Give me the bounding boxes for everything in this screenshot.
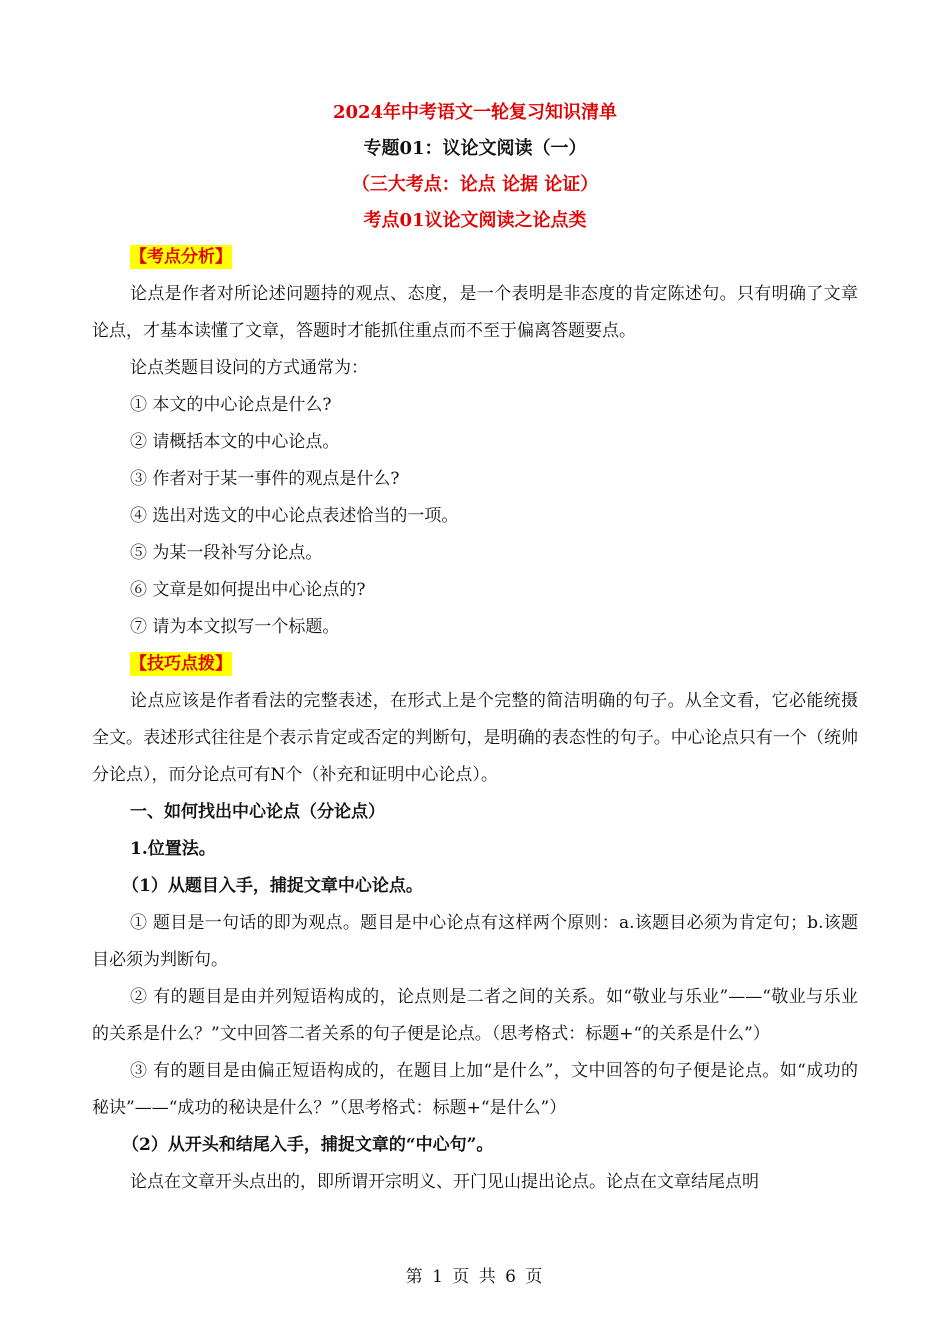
analysis-label: 【考点分析】 bbox=[130, 247, 232, 267]
question-item-2: ② 请概括本文的中心论点。 bbox=[130, 432, 340, 452]
kaodian-title: 考点01议论文阅读之论点类 bbox=[363, 210, 587, 231]
tips-paragraph-1: 论点应该是作者看法的完整表述，在形式上是个完整的简洁明确的句子。从全文看，它必能统摄全文。表述形式往往是个表示肯定或否定的判断句，是明确的表态性的句子。中心论点只有一个（统帅分论点），而分论点可有N个（补充和证明中心论点）。 bbox=[92, 691, 858, 785]
section-heading-1: 一、如何找出中心论点（分论点） bbox=[130, 802, 385, 822]
question-item-6: ⑥ 文章是如何提出中心论点的? bbox=[130, 580, 366, 600]
tips-paragraph-2: ① 题目是一句话的即为观点。题目是中心论点有这样两个原则：a.该题目必须为肯定句；b.该题目必须为判断句。 bbox=[92, 913, 858, 970]
question-item-1: ① 本文的中心论点是什么? bbox=[130, 395, 332, 415]
tips-label-row bbox=[92, 646, 858, 683]
tips-paragraph-3: ② 有的题目是由并列短语构成的，论点则是二者之间的关系。如“敬业与乐业”——“敬业与乐业的关系是什么？”文中回答二者关系的句子便是论点。（思考格式：标题+“的关系是什么”） bbox=[92, 987, 858, 1044]
analysis-paragraph-2: 论点类题目设问的方式通常为： bbox=[130, 358, 368, 378]
section-heading-3: （1）从题目入手，捕捉文章中心论点。 bbox=[122, 876, 423, 896]
tips-paragraph-5: 论点在文章开头点出的，即所谓开宗明义、开门见山提出论点。论点在文章结尾点明 bbox=[130, 1172, 759, 1192]
main-title: 2024年中考语文一轮复习知识清单 bbox=[332, 102, 618, 123]
question-item-3: ③ 作者对于某一事件的观点是什么? bbox=[130, 469, 400, 489]
section-heading-4: （2）从开头和结尾入手，捕捉文章的“中心句”。 bbox=[122, 1135, 494, 1155]
section-heading-2: 1.位置法。 bbox=[130, 839, 216, 859]
tips-paragraph-4: ③ 有的题目是由偏正短语构成的，在题目上加“是什么”，文中回答的句子便是论点。如“成功的秘诀”——“成功的秘诀是什么？”（思考格式：标题+“是什么”） bbox=[92, 1061, 858, 1118]
question-item-7: ⑦ 请为本文拟写一个标题。 bbox=[130, 617, 340, 637]
question-item-5: ⑤ 为某一段补写分论点。 bbox=[130, 543, 323, 563]
tips-label: 【技巧点拨】 bbox=[130, 654, 232, 674]
analysis-label-row bbox=[92, 239, 858, 276]
page-footer: 第 1 页 共 6 页 bbox=[405, 1267, 545, 1287]
document-page bbox=[92, 95, 858, 1201]
analysis-paragraph-1: 论点是作者对所论述问题持的观点、态度，是一个表明是非态度的肯定陈述句。只有明确了文章论点，才基本读懂了文章，答题时才能抓住重点而不至于偏离答题要点。 bbox=[92, 284, 858, 341]
topic-title: 专题01：议论文阅读（一） bbox=[363, 138, 587, 159]
question-item-4: ④ 选出对选文的中心论点表述恰当的一项。 bbox=[130, 506, 459, 526]
points-subtitle: （三大考点：论点 论据 论证） bbox=[351, 174, 599, 195]
